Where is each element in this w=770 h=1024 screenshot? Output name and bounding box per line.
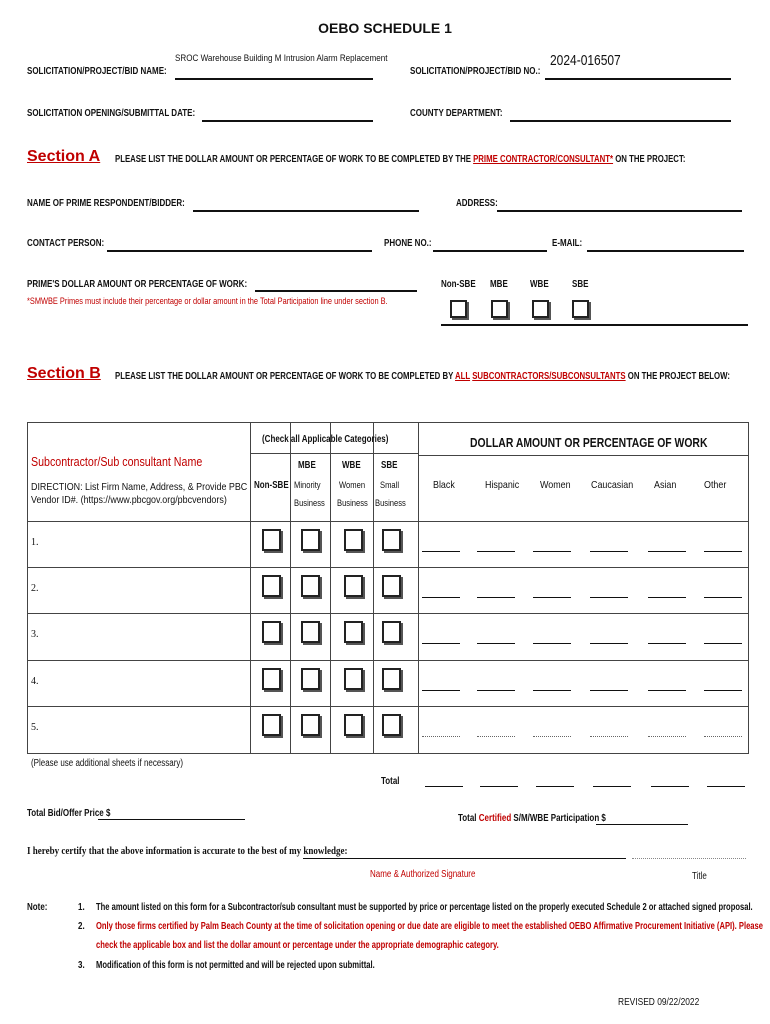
- mbe-checkbox[interactable]: [301, 621, 320, 643]
- cat-wbe: WBE: [342, 460, 361, 471]
- subcontractor-name-field[interactable]: [45, 570, 245, 606]
- cat-women: Women: [339, 480, 366, 491]
- smwbe-note: *SMWBE Primes must include their percentage or dollar amount in the Total Participation line under section B.: [27, 296, 388, 307]
- signature-label: Name & Authorized Signature: [370, 869, 476, 880]
- subcontractor-name-field[interactable]: [45, 709, 245, 745]
- amount-field-caucasian[interactable]: [590, 551, 628, 552]
- additional-sheets-note: (Please use additional sheets if necessary): [31, 758, 184, 769]
- amount-field-asian[interactable]: [648, 736, 686, 737]
- amount-field-hispanic[interactable]: [477, 736, 515, 737]
- cat-business-2: Business: [337, 498, 368, 509]
- total-label: Total: [381, 776, 400, 787]
- address-label: ADDRESS:: [456, 198, 498, 209]
- amount-field-women[interactable]: [533, 551, 571, 552]
- mbe-checkbox[interactable]: [301, 714, 320, 736]
- amount-field-hispanic[interactable]: [477, 551, 515, 552]
- sbe-checkbox[interactable]: [382, 668, 401, 690]
- note-1-text: The amount listed on this form for a Subcontractor/sub consultant must be supported by price or percentage listed on the properly executed Schedule 2 or attached signed proposal.: [96, 902, 753, 913]
- dollar-amount-header: DOLLAR AMOUNT OR PERCENTAGE OF WORK: [470, 435, 708, 450]
- subcontractor-name-field[interactable]: [45, 663, 245, 699]
- amount-field-asian[interactable]: [648, 597, 686, 598]
- section-b-heading: Section B: [27, 365, 101, 382]
- demo-other: Other: [704, 479, 727, 491]
- wbe-checkbox[interactable]: [344, 714, 363, 736]
- amount-field-hispanic[interactable]: [477, 597, 515, 598]
- demo-asian: Asian: [654, 479, 677, 491]
- title-label: Title: [692, 871, 707, 882]
- nonsbe-checkbox[interactable]: [262, 714, 281, 736]
- title-field[interactable]: [632, 858, 746, 859]
- amount-field-caucasian[interactable]: [590, 643, 628, 644]
- total-certified-field[interactable]: [596, 824, 688, 825]
- phone-field[interactable]: [433, 250, 547, 252]
- check-categories-label: (Check all Applicable Categories): [262, 434, 389, 445]
- amount-field-asian[interactable]: [648, 643, 686, 644]
- prime-mbe-checkbox[interactable]: [491, 300, 508, 318]
- section-a-heading: Section A: [27, 148, 101, 165]
- opening-date-field[interactable]: [202, 120, 373, 122]
- cat-business-3: Business: [375, 498, 406, 509]
- amount-field-women[interactable]: [533, 643, 571, 644]
- form-title: OEBO SCHEDULE 1: [318, 20, 452, 36]
- nonsbe-checkbox[interactable]: [262, 668, 281, 690]
- sub-name-header: Subcontractor/Sub consultant Name: [31, 454, 203, 469]
- note-2-text: Only those firms certified by Palm Beach County at the time of solicitation opening or due date are eligible to meet the established OEBO Affirmative Procurement Initiative (API). Please: [96, 921, 763, 932]
- row-number: 1.: [31, 537, 39, 548]
- cat-sbe: SBE: [381, 460, 398, 471]
- label-mbe: MBE: [490, 279, 508, 290]
- amount-field-caucasian[interactable]: [590, 690, 628, 691]
- mbe-checkbox[interactable]: [301, 529, 320, 551]
- nonsbe-checkbox[interactable]: [262, 529, 281, 551]
- amount-field-other[interactable]: [704, 736, 742, 737]
- row-number: 4.: [31, 676, 39, 687]
- prime-nonsbe-checkbox[interactable]: [450, 300, 467, 318]
- amount-field-asian[interactable]: [648, 551, 686, 552]
- amount-field-other[interactable]: [704, 690, 742, 691]
- project-name-label: SOLICITATION/PROJECT/BID NAME:: [27, 66, 167, 77]
- subcontractor-name-field[interactable]: [45, 616, 245, 652]
- bid-no-value: 2024-016507: [550, 52, 621, 69]
- revised-date: REVISED 09/22/2022: [618, 996, 700, 1008]
- total-field-hispanic[interactable]: [480, 786, 518, 787]
- total-field-caucasian[interactable]: [593, 786, 631, 787]
- note-2-num: 2.: [78, 921, 85, 932]
- email-field[interactable]: [587, 250, 744, 252]
- amount-field-women[interactable]: [533, 597, 571, 598]
- amount-field-black[interactable]: [422, 551, 460, 552]
- subcontractor-name-field[interactable]: [45, 524, 245, 560]
- amount-field-caucasian[interactable]: [590, 736, 628, 737]
- label-nonsbe: Non-SBE: [441, 279, 476, 290]
- nonsbe-checkbox[interactable]: [262, 621, 281, 643]
- demo-hispanic: Hispanic: [485, 479, 520, 491]
- note-3-text: Modification of this form is not permitted and will be rejected upon submittal.: [96, 960, 375, 971]
- cat-nonsbe: Non-SBE: [254, 480, 289, 491]
- cat-business-1: Business: [294, 498, 325, 509]
- prime-amount-field[interactable]: [255, 290, 417, 292]
- note-1-num: 1.: [78, 902, 85, 913]
- amount-field-other[interactable]: [704, 597, 742, 598]
- note-3-num: 3.: [78, 960, 85, 971]
- row-number: 5.: [31, 722, 39, 733]
- project-name-value: SROC Warehouse Building M Intrusion Alarm Replacement: [175, 53, 388, 64]
- demo-black: Black: [433, 479, 455, 491]
- section-b-instruction: PLEASE LIST THE DOLLAR AMOUNT OR PERCENTAGE OF WORK TO BE COMPLETED BY ALL SUBCONTRACTORS/SUBCONSULTANTS ON THE PROJECT BELOW:: [115, 371, 730, 382]
- sbe-checkbox[interactable]: [382, 714, 401, 736]
- amount-field-black[interactable]: [422, 643, 460, 644]
- demo-caucasian: Caucasian: [591, 479, 634, 491]
- amount-field-other[interactable]: [704, 551, 742, 552]
- direction-line-2: Vendor ID#. (https://www.pbcgov.org/pbcvendors): [31, 494, 227, 506]
- prime-wbe-checkbox[interactable]: [532, 300, 549, 318]
- prime-name-field[interactable]: [193, 210, 419, 212]
- amount-field-caucasian[interactable]: [590, 597, 628, 598]
- section-a-instruction: PLEASE LIST THE DOLLAR AMOUNT OR PERCENTAGE OF WORK TO BE COMPLETED BY THE PRIME CONTRACTOR/CONSULTANT* ON THE PROJECT:: [115, 154, 686, 165]
- address-field[interactable]: [497, 210, 742, 212]
- amount-field-hispanic[interactable]: [477, 643, 515, 644]
- phone-label: PHONE NO.:: [384, 238, 432, 249]
- amount-field-black[interactable]: [422, 736, 460, 737]
- sbe-checkbox[interactable]: [382, 621, 401, 643]
- prime-amount-label: PRIME'S DOLLAR AMOUNT OR PERCENTAGE OF WORK:: [27, 279, 248, 290]
- cat-small: Small: [380, 480, 400, 491]
- sbe-checkbox[interactable]: [382, 575, 401, 597]
- bid-no-field[interactable]: [545, 78, 731, 80]
- amount-field-black[interactable]: [422, 597, 460, 598]
- direction-line-1: DIRECTION: List Firm Name, Address, & Provide PBC: [31, 481, 248, 493]
- bid-no-label: SOLICITATION/PROJECT/BID NO.:: [410, 66, 541, 77]
- prime-sbe-checkbox[interactable]: [572, 300, 589, 318]
- mbe-checkbox[interactable]: [301, 668, 320, 690]
- wbe-checkbox[interactable]: [344, 529, 363, 551]
- amount-field-hispanic[interactable]: [477, 690, 515, 691]
- note-2-text-cont: check the applicable box and list the dollar amount or percentage under the appropriate demographic category.: [96, 940, 499, 951]
- certify-statement: I hereby certify that the above information is accurate to the best of my knowledge:: [27, 845, 348, 857]
- total-field-black[interactable]: [425, 786, 463, 787]
- section-a-rule: [441, 324, 748, 326]
- county-dept-label: COUNTY DEPARTMENT:: [410, 108, 503, 119]
- demo-women: Women: [540, 479, 571, 491]
- wbe-checkbox[interactable]: [344, 621, 363, 643]
- mbe-checkbox[interactable]: [301, 575, 320, 597]
- label-wbe: WBE: [530, 279, 549, 290]
- opening-date-label: SOLICITATION OPENING/SUBMITTAL DATE:: [27, 108, 196, 119]
- cat-minority: Minority: [294, 480, 321, 491]
- wbe-checkbox[interactable]: [344, 575, 363, 597]
- county-dept-field[interactable]: [510, 120, 731, 122]
- sbe-checkbox[interactable]: [382, 529, 401, 551]
- contact-label: CONTACT PERSON:: [27, 238, 105, 249]
- amount-field-women[interactable]: [533, 690, 571, 691]
- amount-field-other[interactable]: [704, 643, 742, 644]
- total-bid-field[interactable]: [98, 819, 245, 820]
- contact-field[interactable]: [107, 250, 372, 252]
- label-sbe: SBE: [572, 279, 589, 290]
- note-label: Note:: [27, 902, 48, 913]
- nonsbe-checkbox[interactable]: [262, 575, 281, 597]
- email-label: E-MAIL:: [552, 238, 583, 249]
- total-bid-label: Total Bid/Offer Price $: [27, 808, 111, 819]
- row-number: 3.: [31, 629, 39, 640]
- total-field-asian[interactable]: [651, 786, 689, 787]
- prime-name-label: NAME OF PRIME RESPONDENT/BIDDER:: [27, 198, 185, 209]
- amount-field-women[interactable]: [533, 736, 571, 737]
- project-name-field[interactable]: [175, 78, 373, 80]
- signature-field[interactable]: [303, 858, 626, 859]
- amount-field-black[interactable]: [422, 690, 460, 691]
- cat-mbe: MBE: [298, 460, 316, 471]
- total-field-other[interactable]: [707, 786, 745, 787]
- amount-field-asian[interactable]: [648, 690, 686, 691]
- total-certified-label: Total Certified S/M/WBE Participation $: [458, 813, 606, 824]
- row-number: 2.: [31, 583, 39, 594]
- wbe-checkbox[interactable]: [344, 668, 363, 690]
- total-field-women[interactable]: [536, 786, 574, 787]
